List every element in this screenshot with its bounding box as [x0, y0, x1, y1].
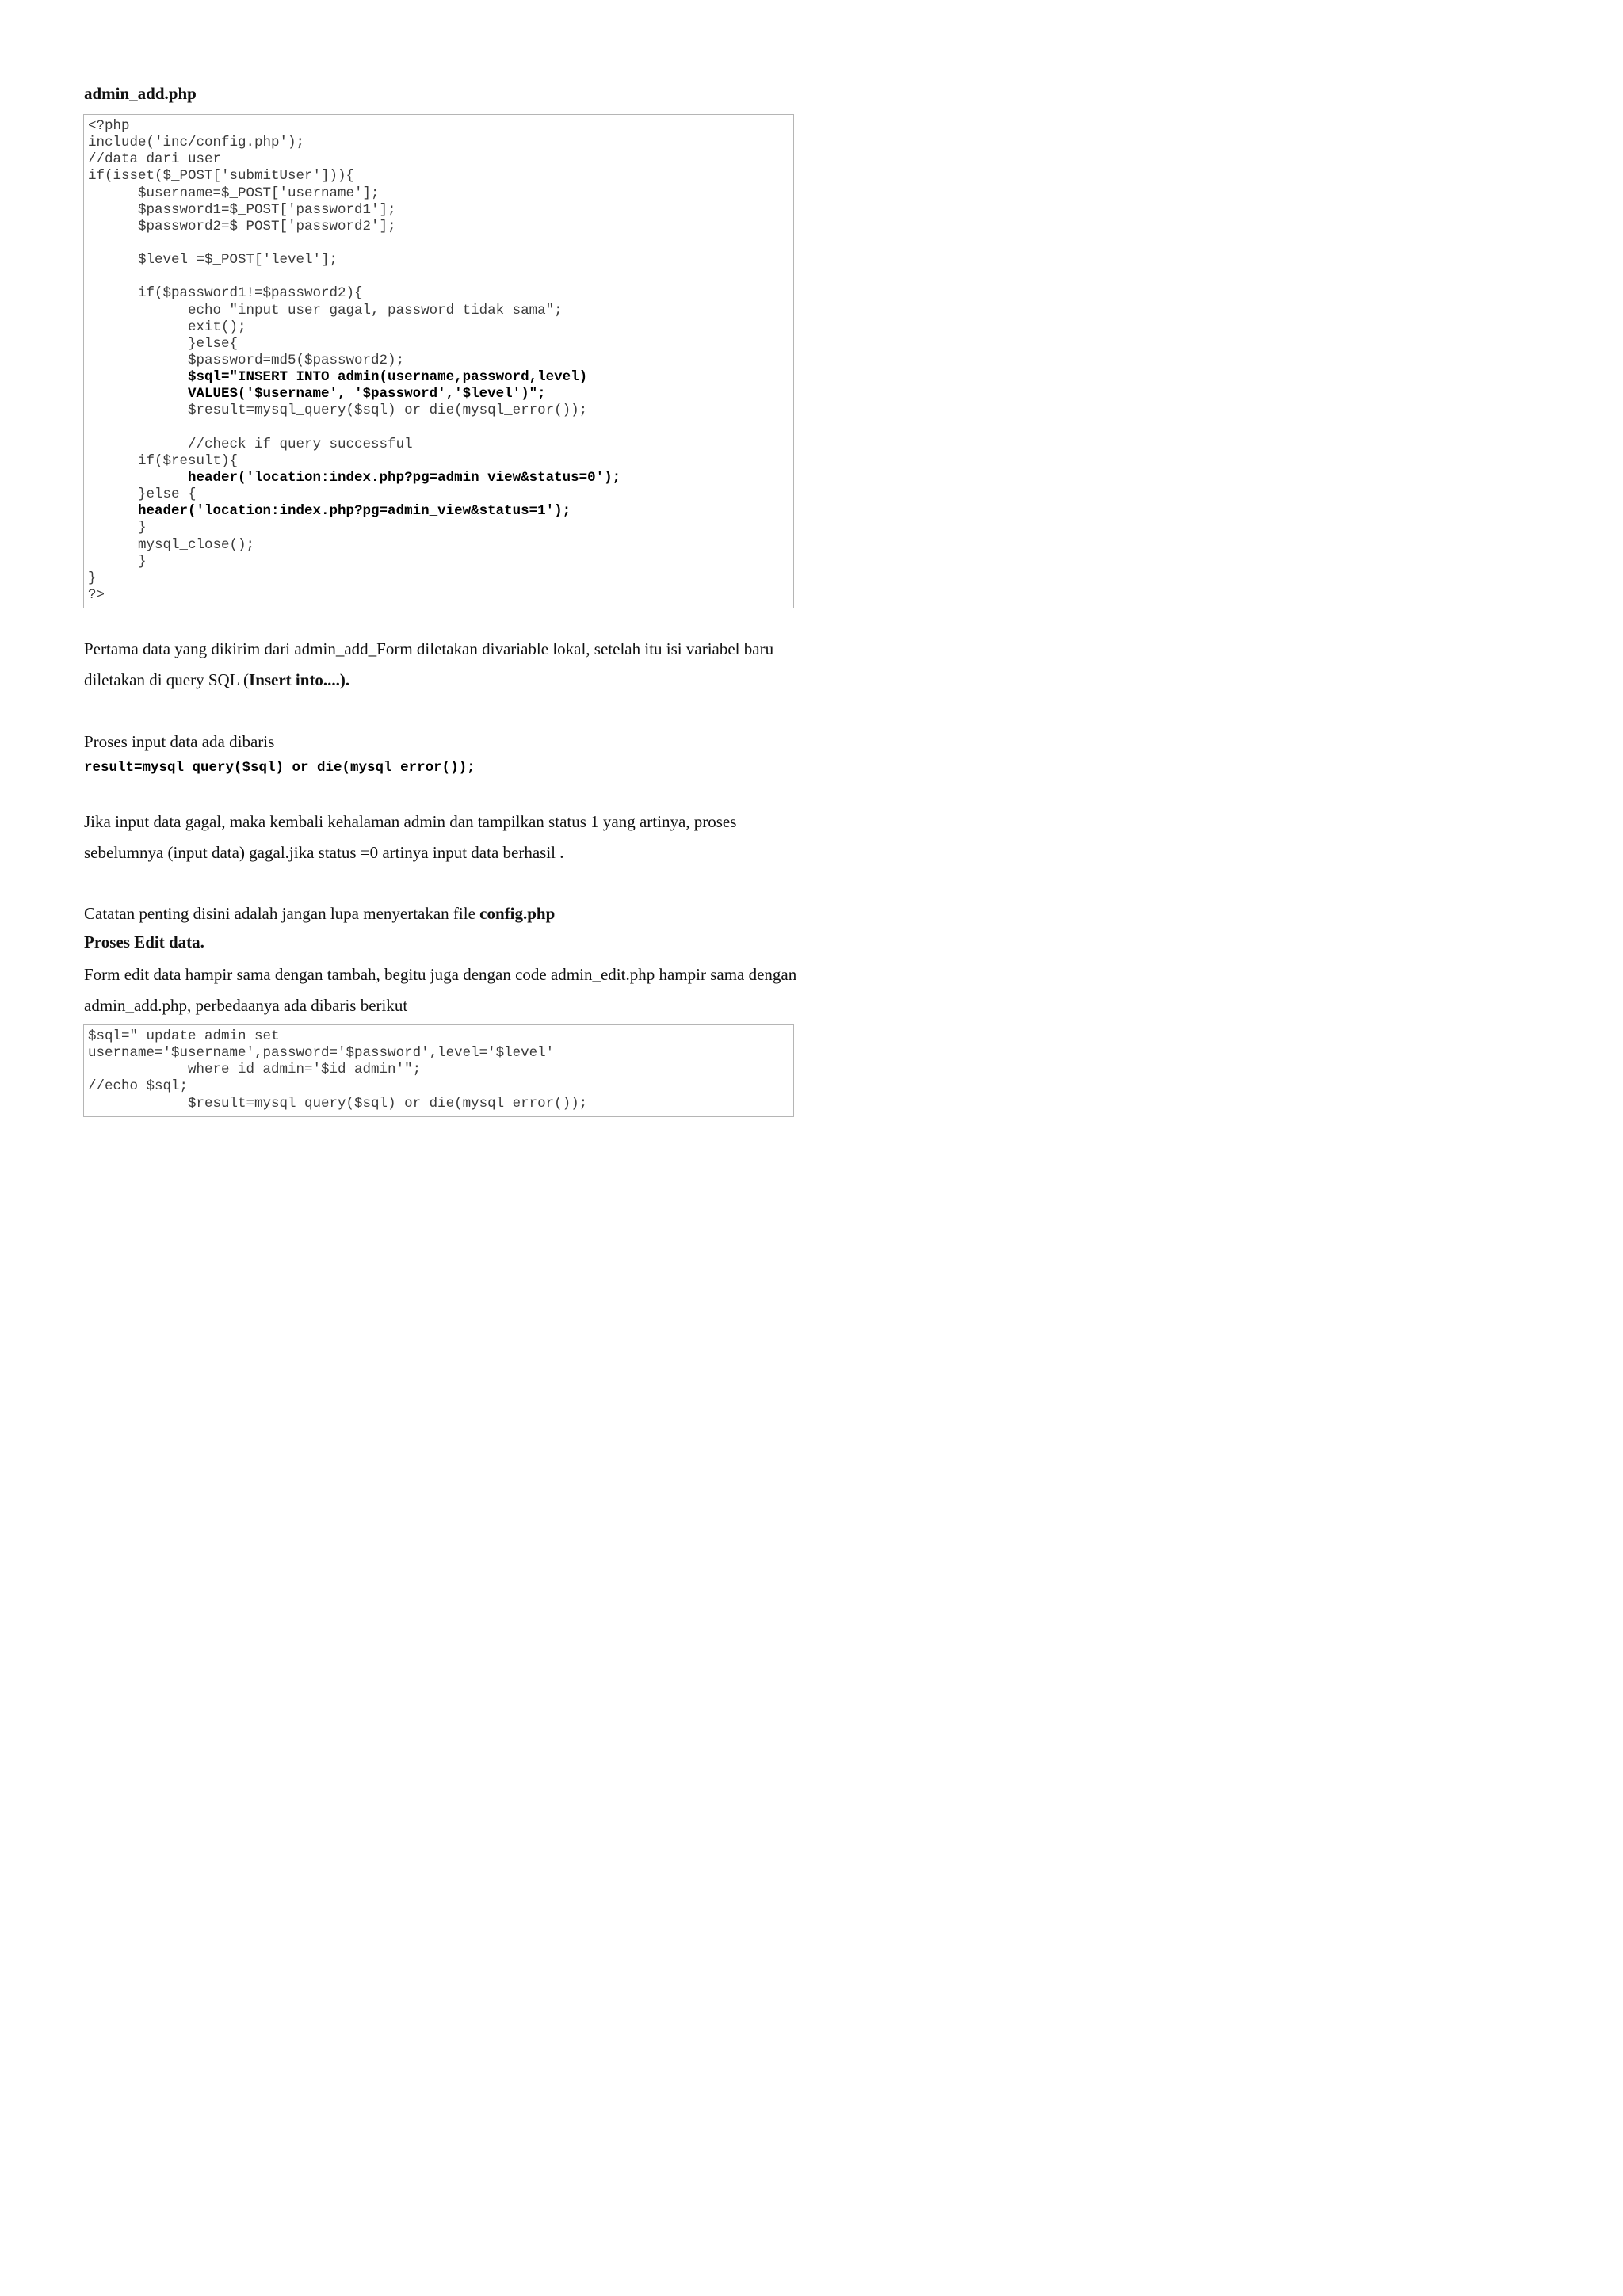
code_block_1-line: echo "input user gagal, password tidak sama"; [88, 302, 563, 318]
code_block_1-line: }else { [88, 486, 197, 503]
code_block_1-line: $password=md5($password2); [88, 352, 405, 368]
code_block_1-line: $level =$_POST['level']; [88, 252, 338, 269]
code_block_1-line: if($result){ [88, 452, 239, 469]
code_block_1-line: VALUES('$username', '$password','$level')"; [88, 386, 546, 402]
code_block_2-line: username='$username',password='$password',level='$level' [88, 1045, 555, 1062]
inline-code-query: result=mysql_query($sql) or die(mysql_error()); [84, 760, 475, 776]
code_block_1-line [88, 269, 793, 285]
code_block_1-line: $result=mysql_query($sql) or die(mysql_error()); [88, 402, 588, 419]
code_block_1-line: $sql="INSERT INTO admin(username,password,level) [88, 369, 588, 386]
paragraph-status: Jika input data gagal, maka kembali kehalaman admin dan tampilkan status 1 yang artinya, proses sebelumnya (input data) gagal.jika status =0 artinya input data berhasil . [84, 812, 737, 862]
code_block_1-line: ?> [88, 586, 105, 603]
code_block_2-line: $result=mysql_query($sql) or die(mysql_error()); [88, 1095, 588, 1112]
code_block_1-line: mysql_close(); [88, 536, 255, 553]
code_block_1-line [88, 235, 793, 252]
file-title: admin_add.php [84, 84, 197, 103]
code_block_1-line: $password2=$_POST['password2']; [88, 218, 396, 235]
code_block_1-line: //check if query successful [88, 436, 413, 452]
paragraph-intro [84, 634, 797, 696]
document-page [0, 0, 872, 1234]
code_block_1-line: $username=$_POST['username']; [88, 185, 380, 201]
code_block_1-line: $password1=$_POST['password1']; [88, 201, 396, 218]
code_block_1-line [88, 420, 793, 437]
code-block-admin-add [83, 114, 794, 608]
paragraph-edit: Form edit data hampir sama dengan tambah, begitu juga dengan code admin_edit.php hampir sama dengan admin_add.php, perbedaanya ada dibaris berikut [84, 965, 797, 1015]
section-heading-edit: Proses Edit data. [84, 933, 204, 952]
code_block_1-line: exit(); [88, 318, 246, 335]
code_block_2-line: //echo $sql; [88, 1078, 189, 1095]
code_block_1-line: } [88, 553, 147, 570]
paragraph-note-text: Catatan penting disini adalah jangan lupa menyertakan file [84, 904, 480, 923]
code_block_2-line: where id_admin='$id_admin'"; [88, 1062, 422, 1078]
code_block_1-line: include('inc/config.php'); [88, 135, 305, 151]
code_block_1-line: header('location:index.php?pg=admin_view&status=1'); [88, 503, 571, 520]
paragraph-note [84, 898, 797, 929]
paragraph-intro-bold: Insert into....). [249, 670, 350, 689]
code_block_1-line: if($password1!=$password2){ [88, 285, 363, 302]
code-block-admin-edit [83, 1024, 794, 1117]
code_block_2-line: $sql=" update admin set [88, 1028, 280, 1044]
paragraph-input-process: Proses input data ada dibaris [84, 732, 275, 751]
code_block_1-line: } [88, 520, 147, 536]
paragraph-note-bold: config.php [479, 904, 556, 923]
code_block_1-line: <?php [88, 118, 130, 134]
code_block_1-line: header('location:index.php?pg=admin_view&status=0'); [88, 469, 621, 486]
code_block_1-line: if(isset($_POST['submitUser'])){ [88, 168, 355, 185]
code_block_1-line: }else{ [88, 335, 239, 352]
code_block_1-line: //data dari user [88, 151, 222, 168]
code_block_1-line: } [88, 570, 97, 586]
paragraph-intro-text: Pertama data yang dikirim dari admin_add_Form diletakan divariable lokal, setelah itu isi variabel baru diletakan di query SQL ( [84, 639, 774, 689]
